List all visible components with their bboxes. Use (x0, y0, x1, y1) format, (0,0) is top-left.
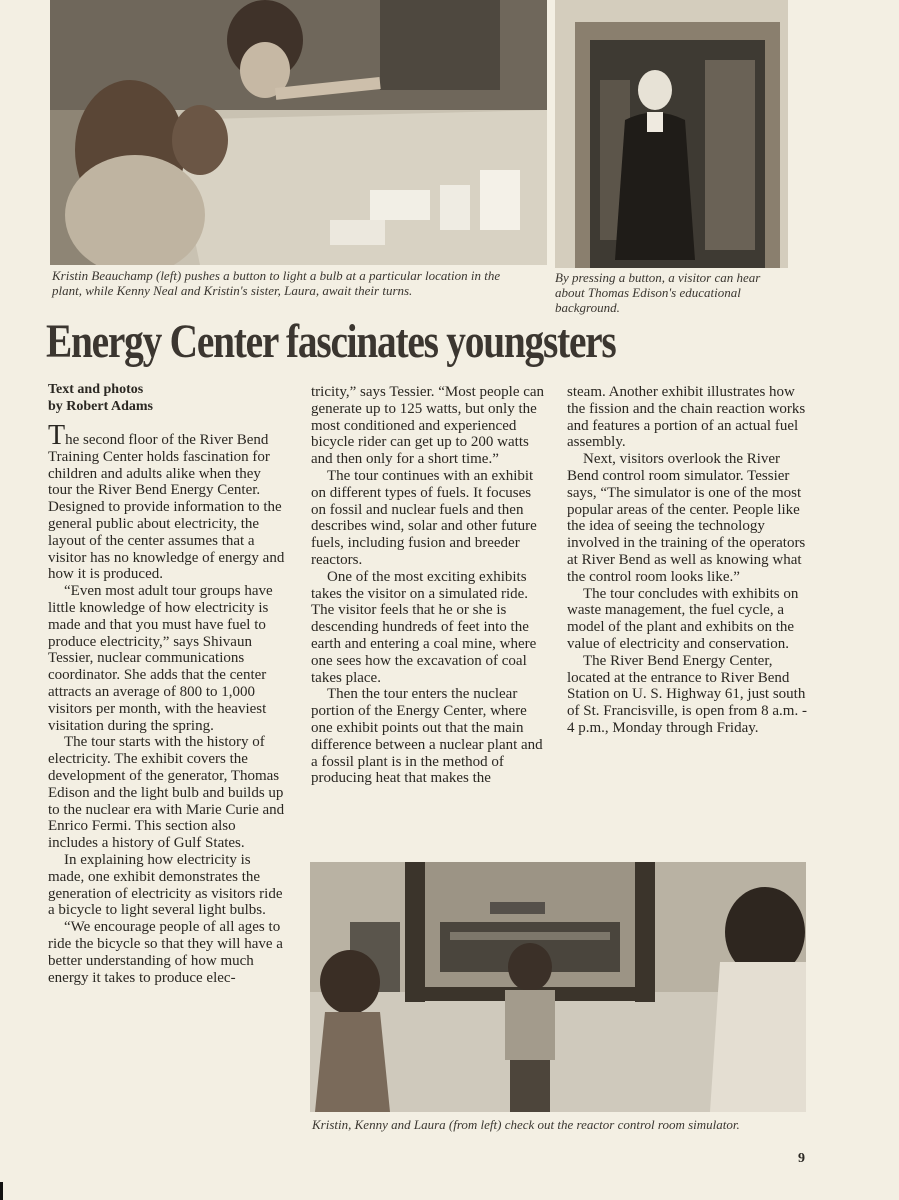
photo-control-room-image (310, 862, 806, 1112)
photo-caption-bottom: Kristin, Kenny and Laura (from left) check out the reactor control room simulator. (312, 1117, 740, 1132)
drop-cap: T (48, 420, 66, 451)
photo-edison-figure (555, 0, 788, 268)
article-column-3 (567, 384, 807, 737)
photo-edison-figure-image (555, 0, 788, 268)
page-number: 9 (798, 1151, 805, 1166)
paragraph: The tour concludes with exhibits on waste management, the fuel cycle, a model of the plant and exhibits on the value of electricity and conservation. (567, 585, 799, 652)
paragraph: In explaining how electricity is made, one exhibit demonstrates the generation of electricity as visitors ride a bicycle to light several light bulbs. (48, 851, 283, 919)
paragraph: The tour starts with the history of electricity. The exhibit covers the development of the generator, Thomas Edison and the light bulb and builds up to the nuclear era with Marie Curie and Enrico Fermi. This section also includes a history of Gulf States. (48, 734, 285, 852)
paragraph: tricity,” says Tessier. “Most people can generate up to 125 watts, but only the most conditioned and experienced bicycle rider can get up to 200 watts and then only for a short time.” (311, 384, 545, 468)
byline (48, 381, 288, 415)
paragraph: “We encourage people of all ages to ride the bicycle so that they will have a better understanding of how much energy it takes to produce elec- (48, 919, 283, 986)
article-column-2 (311, 384, 549, 787)
photo-children-at-model-image (50, 0, 547, 265)
article-column-1 (48, 420, 286, 986)
article-headline: Energy Center fascinates youngsters (46, 315, 616, 368)
paragraph (48, 420, 286, 583)
paragraph: steam. Another exhibit illustrates how the fission and the chain reaction works and features a portion of an actual fuel assembly. (567, 384, 806, 451)
photo-control-room-simulator (310, 862, 806, 1112)
paragraph: Then the tour enters the nuclear portion of the Energy Center, where one exhibit points out that the main difference between a nuclear plant and a fossil plant is in the method of producing heat that makes the (311, 686, 543, 787)
paragraph-text: he second floor of the River Bend Training Center holds fascination for children and adults alike when they tour the River Bend Energy Center. Designed to provide information to the general public about electricity, the layout of the center assumes that a visitor has no knowledge of energy and how it is produced. (48, 432, 285, 583)
photo-caption-top-left: Kristin Beauchamp (left) pushes a button to light a bulb at a particular location in the plant, while Kenny Neal and Kristin's sister, Laura, await their turns. (52, 268, 501, 298)
byline-line-1: Text and photos (48, 382, 144, 397)
paragraph: The River Bend Energy Center, located at the entrance to River Bend Station on U. S. Highway 61, just south of St. Francisville, is open from 8 a.m. - 4 p.m., Monday through Friday. (567, 652, 807, 736)
paragraph: The tour continues with an exhibit on different types of fuels. It focuses on fossil and nuclear fuels and then describes wind, solar and other future fuels, including fusion and breeder reactors. (311, 467, 537, 568)
paragraph: Next, visitors overlook the River Bend control room simulator. Tessier says, “The simulator is one of the most popular areas of the center. People like the idea of seeing the technology involved in the training of the operators at River Bend as well as knowing what the control room looks like.” (567, 451, 806, 585)
scan-edge-mark (0, 1182, 3, 1200)
photo-caption-top-right: By pressing a button, a visitor can hear about Thomas Edison's educational background. (555, 270, 761, 315)
photo-children-at-model (50, 0, 547, 265)
paragraph: One of the most exciting exhibits takes the visitor on a simulated ride. The visitor feels that he or she is descending hundreds of feet into the earth and entering a coal mine, where one sees how the excavation of coal takes place. (311, 568, 537, 686)
byline-line-2: by Robert Adams (48, 399, 154, 414)
paragraph: “Even most adult tour groups have little knowledge of how electricity is made and that you must have fuel to produce electricity,” says Shivaun Tessier, nuclear communications coordinator. She adds that the center attracts an average of 800 to 1,000 visitors per month, with the heaviest visitation during the spring. (48, 583, 273, 734)
